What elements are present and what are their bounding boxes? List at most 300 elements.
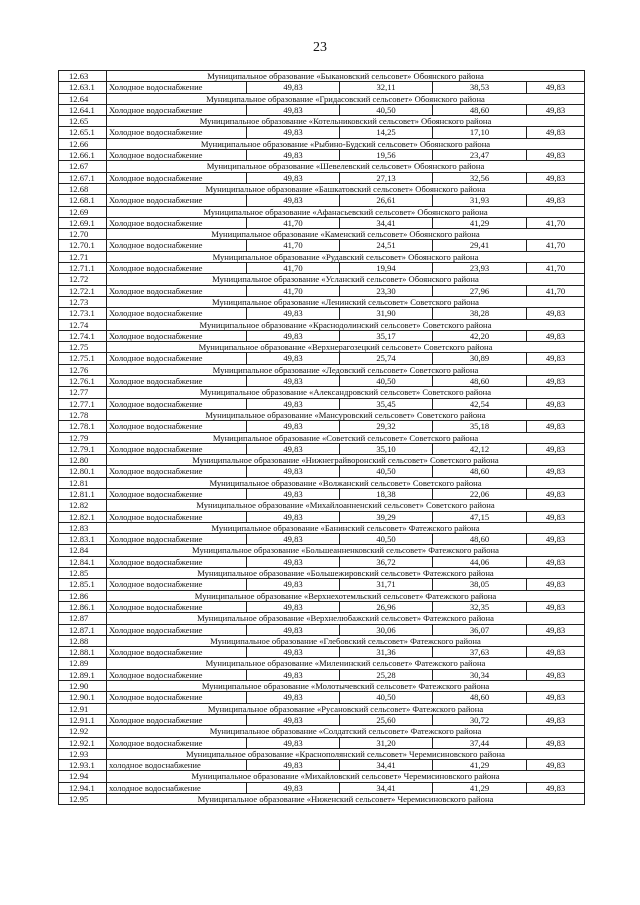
row-code: 12.86.1: [59, 602, 107, 612]
row-code: 12.86: [59, 591, 107, 601]
value-col-3: 29,41: [433, 240, 527, 250]
municipality-title: Муниципальное образование «Краснодолинский сельсовет» Советского района: [107, 320, 585, 330]
municipality-title: Муниципальное образование «Банинский сельсовет» Фатежского района: [107, 523, 585, 533]
service-name: Холодное водоснабжение: [107, 625, 247, 635]
municipality-row: [59, 274, 585, 285]
value-row: [59, 399, 585, 410]
service-name: Холодное водоснабжение: [107, 82, 247, 92]
value-col-4: 41,70: [527, 218, 585, 228]
row-code: 12.84.1: [59, 557, 107, 567]
value-col-3: 27,96: [433, 286, 527, 296]
row-code: 12.79.1: [59, 444, 107, 454]
value-col-3: 41,29: [433, 218, 527, 228]
service-name: Холодное водоснабжение: [107, 308, 247, 318]
row-code: 12.91: [59, 704, 107, 714]
value-col-2: 32,11: [340, 82, 433, 92]
value-col-4: 49,83: [527, 692, 585, 702]
municipality-row: [59, 161, 585, 172]
row-code: 12.92.1: [59, 738, 107, 748]
row-code: 12.94.1: [59, 783, 107, 793]
value-col-3: 38,53: [433, 82, 527, 92]
row-code: 12.68: [59, 184, 107, 194]
value-col-1: 49,83: [247, 692, 340, 702]
municipality-title: Муниципальное образование «Большежировский сельсовет» Фатежского района: [107, 568, 585, 578]
service-name: Холодное водоснабжение: [107, 466, 247, 476]
row-code: 12.65: [59, 116, 107, 126]
row-code: 12.80: [59, 455, 107, 465]
value-row: [59, 150, 585, 161]
value-col-4: 49,83: [527, 579, 585, 589]
row-code: 12.69.1: [59, 218, 107, 228]
row-code: 12.90: [59, 681, 107, 691]
municipality-title: Муниципальное образование «Быкановский сельсовет» Обоянского района: [107, 71, 585, 81]
municipality-row: [59, 749, 585, 760]
value-col-2: 31,20: [340, 738, 433, 748]
municipality-title: Муниципальное образование «Афанасьевский сельсовет» Обоянского района: [107, 207, 585, 217]
municipality-row: [59, 658, 585, 669]
municipality-row: [59, 207, 585, 218]
value-col-4: 49,83: [527, 421, 585, 431]
municipality-title: Муниципальное образование «Башкатовский сельсовет» Обоянского района: [107, 184, 585, 194]
value-col-1: 49,83: [247, 647, 340, 657]
row-code: 12.77.1: [59, 399, 107, 409]
value-col-3: 37,63: [433, 647, 527, 657]
row-code: 12.85: [59, 568, 107, 578]
municipality-title: Муниципальное образование «Большеанненковский сельсовет» Фатежского района: [107, 545, 585, 555]
value-col-1: 41,70: [247, 286, 340, 296]
row-code: 12.94: [59, 771, 107, 781]
municipality-title: Муниципальное образование «Гридасовский сельсовет» Обоянского района: [107, 94, 585, 104]
value-col-3: 23,93: [433, 263, 527, 273]
value-col-4: 49,83: [527, 760, 585, 770]
value-col-4: 41,70: [527, 240, 585, 250]
value-col-2: 40,50: [340, 376, 433, 386]
municipality-title: Муниципальное образование «Михайловский сельсовет» Черемисиновского района: [107, 771, 585, 781]
municipality-row: [59, 71, 585, 82]
service-name: Холодное водоснабжение: [107, 399, 247, 409]
row-code: 12.64: [59, 94, 107, 104]
row-code: 12.92: [59, 726, 107, 736]
municipality-title: Муниципальное образование «Рыбино-Будский сельсовет» Обоянского района: [107, 139, 585, 149]
value-col-4: 49,83: [527, 783, 585, 793]
municipality-row: [59, 252, 585, 263]
value-row: [59, 489, 585, 500]
municipality-title: Муниципальное образование «Верхнерагозецкий сельсовет» Советского района: [107, 342, 585, 352]
value-row: [59, 82, 585, 93]
value-row: [59, 670, 585, 681]
service-name: Холодное водоснабжение: [107, 127, 247, 137]
value-col-1: 49,83: [247, 105, 340, 115]
value-col-2: 35,45: [340, 399, 433, 409]
value-col-1: 49,83: [247, 670, 340, 680]
row-code: 12.89.1: [59, 670, 107, 680]
municipality-row: [59, 726, 585, 737]
value-col-3: 32,35: [433, 602, 527, 612]
value-row: [59, 466, 585, 477]
row-code: 12.80.1: [59, 466, 107, 476]
municipality-row: [59, 365, 585, 376]
municipality-title: Муниципальное образование «Каменский сельсовет» Обоянского района: [107, 229, 585, 239]
value-col-3: 42,54: [433, 399, 527, 409]
municipality-row: [59, 681, 585, 692]
row-code: 12.88: [59, 636, 107, 646]
value-row: [59, 534, 585, 545]
row-code: 12.77: [59, 387, 107, 397]
value-col-4: 49,83: [527, 512, 585, 522]
row-code: 12.78: [59, 410, 107, 420]
value-row: [59, 602, 585, 613]
value-col-3: 38,28: [433, 308, 527, 318]
municipality-title: Муниципальное образование «Мансуровский сельсовет» Советского района: [107, 410, 585, 420]
value-col-2: 26,96: [340, 602, 433, 612]
value-col-1: 49,83: [247, 331, 340, 341]
value-row: [59, 286, 585, 297]
service-name: Холодное водоснабжение: [107, 218, 247, 228]
row-code: 12.74.1: [59, 331, 107, 341]
value-col-4: 49,83: [527, 150, 585, 160]
service-name: Холодное водоснабжение: [107, 738, 247, 748]
value-col-2: 34,41: [340, 783, 433, 793]
value-col-3: 48,60: [433, 105, 527, 115]
municipality-row: [59, 116, 585, 127]
municipality-row: [59, 410, 585, 421]
value-col-3: 17,10: [433, 127, 527, 137]
service-name: холодное водоснабжение: [107, 760, 247, 770]
value-col-2: 35,17: [340, 331, 433, 341]
value-row: [59, 444, 585, 455]
value-col-4: 49,83: [527, 602, 585, 612]
value-row: [59, 173, 585, 184]
row-code: 12.90.1: [59, 692, 107, 702]
value-col-2: 24,51: [340, 240, 433, 250]
value-col-3: 41,29: [433, 783, 527, 793]
value-col-1: 49,83: [247, 738, 340, 748]
value-col-1: 49,83: [247, 534, 340, 544]
row-code: 12.78.1: [59, 421, 107, 431]
value-col-4: 49,83: [527, 82, 585, 92]
row-code: 12.72: [59, 274, 107, 284]
value-col-4: 49,83: [527, 331, 585, 341]
row-code: 12.70.1: [59, 240, 107, 250]
municipality-row: [59, 320, 585, 331]
value-col-4: 49,83: [527, 173, 585, 183]
value-col-1: 49,83: [247, 399, 340, 409]
value-col-3: 42,20: [433, 331, 527, 341]
value-col-3: 44,06: [433, 557, 527, 567]
value-col-4: 49,83: [527, 399, 585, 409]
value-row: [59, 512, 585, 523]
municipality-row: [59, 342, 585, 353]
value-row: [59, 557, 585, 568]
row-code: 12.95: [59, 794, 107, 804]
value-col-2: 40,50: [340, 105, 433, 115]
value-col-3: 41,29: [433, 760, 527, 770]
municipality-title: Муниципальное образование «Шевелевский сельсовет» Обоянского района: [107, 161, 585, 171]
row-code: 12.81: [59, 478, 107, 488]
row-code: 12.76: [59, 365, 107, 375]
municipality-row: [59, 794, 585, 805]
value-col-3: 48,60: [433, 466, 527, 476]
value-row: [59, 738, 585, 749]
row-code: 12.75.1: [59, 353, 107, 363]
value-col-2: 40,50: [340, 466, 433, 476]
value-col-1: 41,70: [247, 263, 340, 273]
value-col-2: 19,56: [340, 150, 433, 160]
value-col-4: 49,83: [527, 738, 585, 748]
value-col-3: 48,60: [433, 534, 527, 544]
value-col-3: 36,07: [433, 625, 527, 635]
municipality-title: Муниципальное образование «Ледовский сельсовет» Советского района: [107, 365, 585, 375]
value-row: [59, 308, 585, 319]
row-code: 12.81.1: [59, 489, 107, 499]
value-col-3: 47,15: [433, 512, 527, 522]
value-row: [59, 376, 585, 387]
value-col-2: 36,72: [340, 557, 433, 567]
value-col-2: 14,25: [340, 127, 433, 137]
row-code: 12.63.1: [59, 82, 107, 92]
value-col-2: 23,30: [340, 286, 433, 296]
value-col-2: 31,90: [340, 308, 433, 318]
value-col-3: 30,34: [433, 670, 527, 680]
value-row: [59, 263, 585, 274]
value-col-2: 40,50: [340, 534, 433, 544]
municipality-title: Муниципальное образование «Глебовский сельсовет» Фатежского района: [107, 636, 585, 646]
value-col-1: 49,83: [247, 783, 340, 793]
value-col-3: 35,18: [433, 421, 527, 431]
service-name: Холодное водоснабжение: [107, 263, 247, 273]
value-col-4: 49,83: [527, 127, 585, 137]
tariff-table: [58, 70, 585, 805]
value-row: [59, 105, 585, 116]
row-code: 12.83.1: [59, 534, 107, 544]
value-col-1: 49,83: [247, 195, 340, 205]
service-name: Холодное водоснабжение: [107, 286, 247, 296]
value-col-1: 41,70: [247, 240, 340, 250]
municipality-row: [59, 771, 585, 782]
service-name: Холодное водоснабжение: [107, 534, 247, 544]
value-col-3: 38,05: [433, 579, 527, 589]
municipality-title: Муниципальное образование «Верхнехотемльский сельсовет» Фатежского района: [107, 591, 585, 601]
value-col-3: 48,60: [433, 692, 527, 702]
value-col-4: 49,83: [527, 534, 585, 544]
row-code: 12.63: [59, 71, 107, 81]
row-code: 12.69: [59, 207, 107, 217]
municipality-row: [59, 433, 585, 444]
service-name: Холодное водоснабжение: [107, 647, 247, 657]
row-code: 12.91.1: [59, 715, 107, 725]
row-code: 12.67.1: [59, 173, 107, 183]
value-col-1: 49,83: [247, 557, 340, 567]
value-col-4: 49,83: [527, 557, 585, 567]
row-code: 12.73.1: [59, 308, 107, 318]
value-col-1: 49,83: [247, 127, 340, 137]
value-col-1: 49,83: [247, 602, 340, 612]
row-code: 12.83: [59, 523, 107, 533]
service-name: Холодное водоснабжение: [107, 173, 247, 183]
service-name: Холодное водоснабжение: [107, 353, 247, 363]
municipality-title: Муниципальное образование «Советский сельсовет» Советского района: [107, 433, 585, 443]
service-name: Холодное водоснабжение: [107, 240, 247, 250]
row-code: 12.93.1: [59, 760, 107, 770]
value-row: [59, 240, 585, 251]
municipality-row: [59, 139, 585, 150]
value-col-3: 22,06: [433, 489, 527, 499]
value-row: [59, 127, 585, 138]
row-code: 12.66: [59, 139, 107, 149]
value-row: [59, 692, 585, 703]
value-col-2: 30,06: [340, 625, 433, 635]
value-col-4: 49,83: [527, 466, 585, 476]
municipality-row: [59, 523, 585, 534]
value-col-3: 42,12: [433, 444, 527, 454]
service-name: Холодное водоснабжение: [107, 421, 247, 431]
service-name: Холодное водоснабжение: [107, 489, 247, 499]
service-name: Холодное водоснабжение: [107, 195, 247, 205]
municipality-title: Муниципальное образование «Усланский сельсовет» Обоянского района: [107, 274, 585, 284]
value-col-4: 49,83: [527, 376, 585, 386]
value-col-1: 49,83: [247, 421, 340, 431]
municipality-row: [59, 478, 585, 489]
value-col-4: 49,83: [527, 308, 585, 318]
value-col-3: 32,56: [433, 173, 527, 183]
municipality-row: [59, 500, 585, 511]
value-col-1: 49,83: [247, 308, 340, 318]
value-col-2: 18,38: [340, 489, 433, 499]
row-code: 12.66.1: [59, 150, 107, 160]
municipality-title: Муниципальное образование «Нижнеграйворонский сельсовет» Советского района: [107, 455, 585, 465]
service-name: Холодное водоснабжение: [107, 105, 247, 115]
value-col-2: 31,36: [340, 647, 433, 657]
row-code: 12.75: [59, 342, 107, 352]
row-code: 12.74: [59, 320, 107, 330]
value-row: [59, 218, 585, 229]
municipality-row: [59, 387, 585, 398]
municipality-row: [59, 636, 585, 647]
value-col-2: 31,71: [340, 579, 433, 589]
municipality-row: [59, 297, 585, 308]
value-col-2: 25,74: [340, 353, 433, 363]
value-col-1: 49,83: [247, 579, 340, 589]
row-code: 12.89: [59, 658, 107, 668]
value-row: [59, 331, 585, 342]
row-code: 12.68.1: [59, 195, 107, 205]
value-col-4: 49,83: [527, 670, 585, 680]
municipality-title: Муниципальное образование «Михайлоанненский сельсовет» Советского района: [107, 500, 585, 510]
value-col-1: 49,83: [247, 82, 340, 92]
value-row: [59, 353, 585, 364]
row-code: 12.71: [59, 252, 107, 262]
value-col-1: 49,83: [247, 466, 340, 476]
value-col-3: 23,47: [433, 150, 527, 160]
service-name: Холодное водоснабжение: [107, 579, 247, 589]
value-col-1: 49,83: [247, 625, 340, 635]
value-col-2: 39,29: [340, 512, 433, 522]
value-col-2: 26,61: [340, 195, 433, 205]
municipality-title: Муниципальное образование «Рудавский сельсовет» Обоянского района: [107, 252, 585, 262]
municipality-title: Муниципальное образование «Волжанский сельсовет» Советского района: [107, 478, 585, 488]
value-col-1: 49,83: [247, 489, 340, 499]
municipality-title: Муниципальное образование «Солдатский сельсовет» Фатежского района: [107, 726, 585, 736]
row-code: 12.82.1: [59, 512, 107, 522]
municipality-row: [59, 184, 585, 195]
service-name: холодное водоснабжение: [107, 783, 247, 793]
service-name: Холодное водоснабжение: [107, 376, 247, 386]
municipality-row: [59, 94, 585, 105]
value-col-3: 30,89: [433, 353, 527, 363]
page-number: 23: [313, 40, 327, 55]
service-name: Холодное водоснабжение: [107, 715, 247, 725]
municipality-row: [59, 455, 585, 466]
municipality-row: [59, 229, 585, 240]
value-col-4: 41,70: [527, 286, 585, 296]
value-col-2: 34,41: [340, 760, 433, 770]
value-row: [59, 760, 585, 771]
value-col-1: 49,83: [247, 173, 340, 183]
row-code: 12.76.1: [59, 376, 107, 386]
value-row: [59, 579, 585, 590]
service-name: Холодное водоснабжение: [107, 692, 247, 702]
row-code: 12.85.1: [59, 579, 107, 589]
municipality-title: Муниципальное образование «Верхнелюбажский сельсовет» Фатежского района: [107, 613, 585, 623]
value-col-1: 49,83: [247, 512, 340, 522]
value-row: [59, 647, 585, 658]
value-col-4: 49,83: [527, 195, 585, 205]
value-col-1: 49,83: [247, 353, 340, 363]
value-col-4: 49,83: [527, 353, 585, 363]
value-col-4: 49,83: [527, 715, 585, 725]
value-col-1: 49,83: [247, 444, 340, 454]
value-col-3: 30,72: [433, 715, 527, 725]
municipality-title: Муниципальное образование «Краснополянский сельсовет» Черемисиновского района: [107, 749, 585, 759]
row-code: 12.70: [59, 229, 107, 239]
row-code: 12.84: [59, 545, 107, 555]
value-col-2: 35,10: [340, 444, 433, 454]
value-row: [59, 625, 585, 636]
row-code: 12.64.1: [59, 105, 107, 115]
municipality-row: [59, 591, 585, 602]
value-col-4: 49,83: [527, 489, 585, 499]
row-code: 12.67: [59, 161, 107, 171]
value-col-1: 49,83: [247, 150, 340, 160]
service-name: Холодное водоснабжение: [107, 602, 247, 612]
municipality-title: Муниципальное образование «Русановский сельсовет» Фатежского района: [107, 704, 585, 714]
value-col-4: 49,83: [527, 625, 585, 635]
service-name: Холодное водоснабжение: [107, 150, 247, 160]
value-col-4: 49,83: [527, 444, 585, 454]
row-code: 12.87: [59, 613, 107, 623]
value-col-4: 49,83: [527, 105, 585, 115]
value-col-2: 40,50: [340, 692, 433, 702]
value-row: [59, 421, 585, 432]
municipality-title: Муниципальное образование «Ленинский сельсовет» Советского района: [107, 297, 585, 307]
municipality-row: [59, 704, 585, 715]
municipality-title: Муниципальное образование «Котельниковский сельсовет» Обоянского района: [107, 116, 585, 126]
value-row: [59, 195, 585, 206]
row-code: 12.73: [59, 297, 107, 307]
service-name: Холодное водоснабжение: [107, 331, 247, 341]
municipality-title: Муниципальное образование «Александровский сельсовет» Советского района: [107, 387, 585, 397]
municipality-row: [59, 568, 585, 579]
value-col-1: 49,83: [247, 376, 340, 386]
value-col-2: 25,28: [340, 670, 433, 680]
municipality-row: [59, 613, 585, 624]
value-col-1: 41,70: [247, 218, 340, 228]
value-col-3: 37,44: [433, 738, 527, 748]
row-code: 12.72.1: [59, 286, 107, 296]
row-code: 12.82: [59, 500, 107, 510]
municipality-title: Муниципальное образование «Молотычевский сельсовет» Фатежского района: [107, 681, 585, 691]
value-col-2: 29,32: [340, 421, 433, 431]
